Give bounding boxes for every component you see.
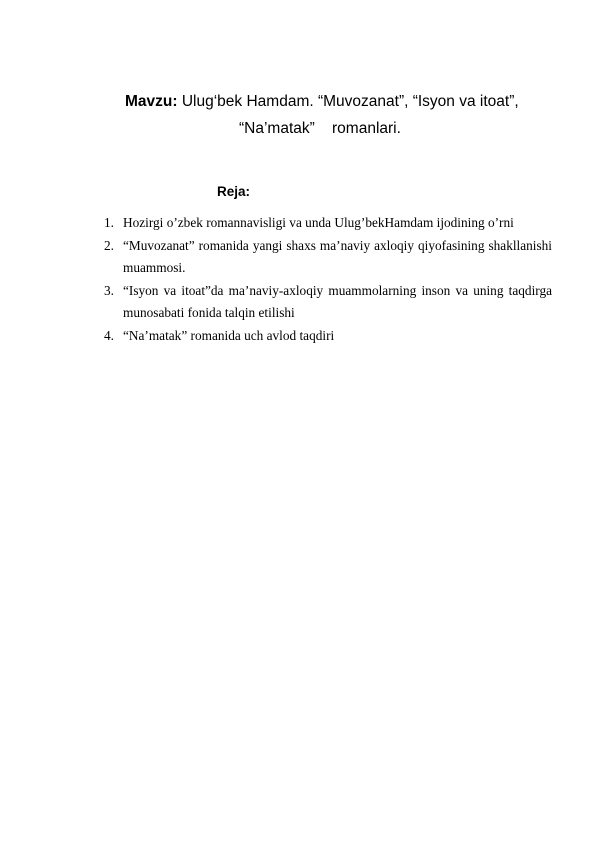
plan-heading: Reja: [217,184,251,199]
plan-item-number: 1. [104,215,114,230]
plan-list [104,212,552,347]
plan-item-text: “Muvozanat” romanida yangi shaxs ma’naviy axloqiy qiyofasining shakllanishi muammosi. [123,237,552,275]
topic-title-line1: Ulug‘bek Hamdam. “Muvozanat”, “Isyon va itoat”, [177,93,519,110]
topic-title-line2: “Na’matak” romanlari. [239,120,401,137]
plan-item-number: 3. [104,282,114,298]
plan-item-number: 4. [104,327,114,343]
plan-item-text: Hozirgi o’zbek romannavisligi va unda Ulug’bekHamdam ijodining o’rni [123,215,514,230]
plan-item-text: “Na’matak” romanida uch avlod taqdiri [123,327,335,343]
plan-item [104,235,552,280]
topic-label: Mavzu: [125,93,178,110]
topic-heading [125,91,545,113]
plan-item [104,212,552,235]
plan-item [104,280,552,325]
plan-item-text: “Isyon va itoat”da ma’naviy-axloqiy muammolarning inson va uning taqdirga munosabati fonida talqin etilishi [123,282,552,320]
plan-item-number: 2. [104,237,114,253]
plan-item [104,325,552,348]
